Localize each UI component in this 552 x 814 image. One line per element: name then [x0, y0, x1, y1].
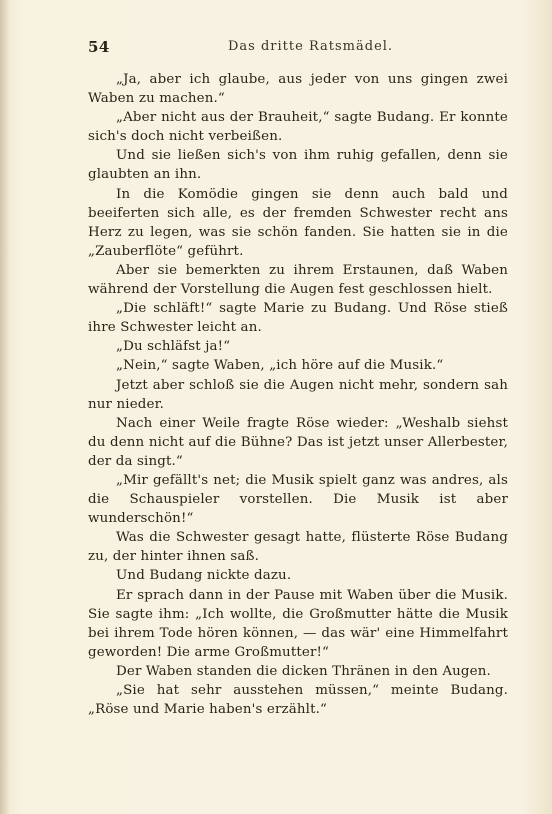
- paragraph: „Sie hat sehr ausstehen müssen,“ meinte Budang. „Röse und Marie haben's erzählt.“: [88, 683, 508, 718]
- paragraph: „Die schläft!“ sagte Marie zu Budang. Und Röse stieß ihre Schwester leicht an.: [88, 301, 508, 336]
- paragraph: Was die Schwester gesagt hatte, flüsterte Röse Budang zu, der hinter ihnen saß.: [88, 530, 508, 565]
- paragraph: „Ja, aber ich glaube, aus jeder von uns gingen zwei Waben zu machen.“: [88, 72, 508, 107]
- running-title: Das dritte Ratsmädel.: [228, 39, 394, 54]
- paragraph: Jetzt aber schloß sie die Augen nicht mehr, sondern sah nur nieder.: [88, 377, 508, 412]
- paragraph: „Du schläfst ja!“: [116, 339, 231, 355]
- paragraph: Und sie ließen sich's von ihm ruhig gefallen, denn sie glaubten an ihn.: [88, 148, 508, 183]
- paragraph: „Nein,“ sagte Waben, „ich höre auf die Musik.“: [116, 358, 444, 374]
- paragraph: Der Waben standen die dicken Thränen in den Augen.: [116, 663, 491, 679]
- paragraph: Und Budang nickte dazu.: [116, 568, 292, 584]
- spine-shadow: [0, 0, 10, 814]
- paragraph: Er sprach dann in der Pause mit Waben über die Musik. Sie sagte ihm: „Ich wollte, die Großmutter hätte die Musik bei ihrem Tode hören können, — das wär' eine Himmelfahrt geworden! Die arme Großmutter!“: [88, 587, 508, 660]
- body-text: [88, 70, 508, 719]
- page-header: [88, 38, 508, 60]
- paragraph: „Mir gefällt's net; die Musik spielt ganz was andres, als die Schauspieler vorstellen. Die Musik ist aber wunderschön!“: [88, 472, 508, 527]
- paragraph: Nach einer Weile fragte Röse wieder: „Weshalb siehst du denn nicht auf die Bühne? Das ist jetzt unser Allerbester, der da singt.“: [88, 415, 508, 469]
- page-number: 54: [88, 38, 110, 56]
- paragraph: „Aber nicht aus der Brauheit,“ sagte Budang. Er konnte sich's doch nicht verbeißen.: [88, 110, 508, 145]
- paragraph: In die Komödie gingen sie denn auch bald und beeiferten sich alle, es der fremden Schwester recht ans Herz zu legen, was sie schön fanden. Sie hatten sie in die „Zauberflöte“ geführt.: [88, 186, 508, 259]
- paragraph: Aber sie bemerkten zu ihrem Erstaunen, daß Waben während der Vorstellung die Augen fest geschlossen hielt.: [88, 262, 508, 298]
